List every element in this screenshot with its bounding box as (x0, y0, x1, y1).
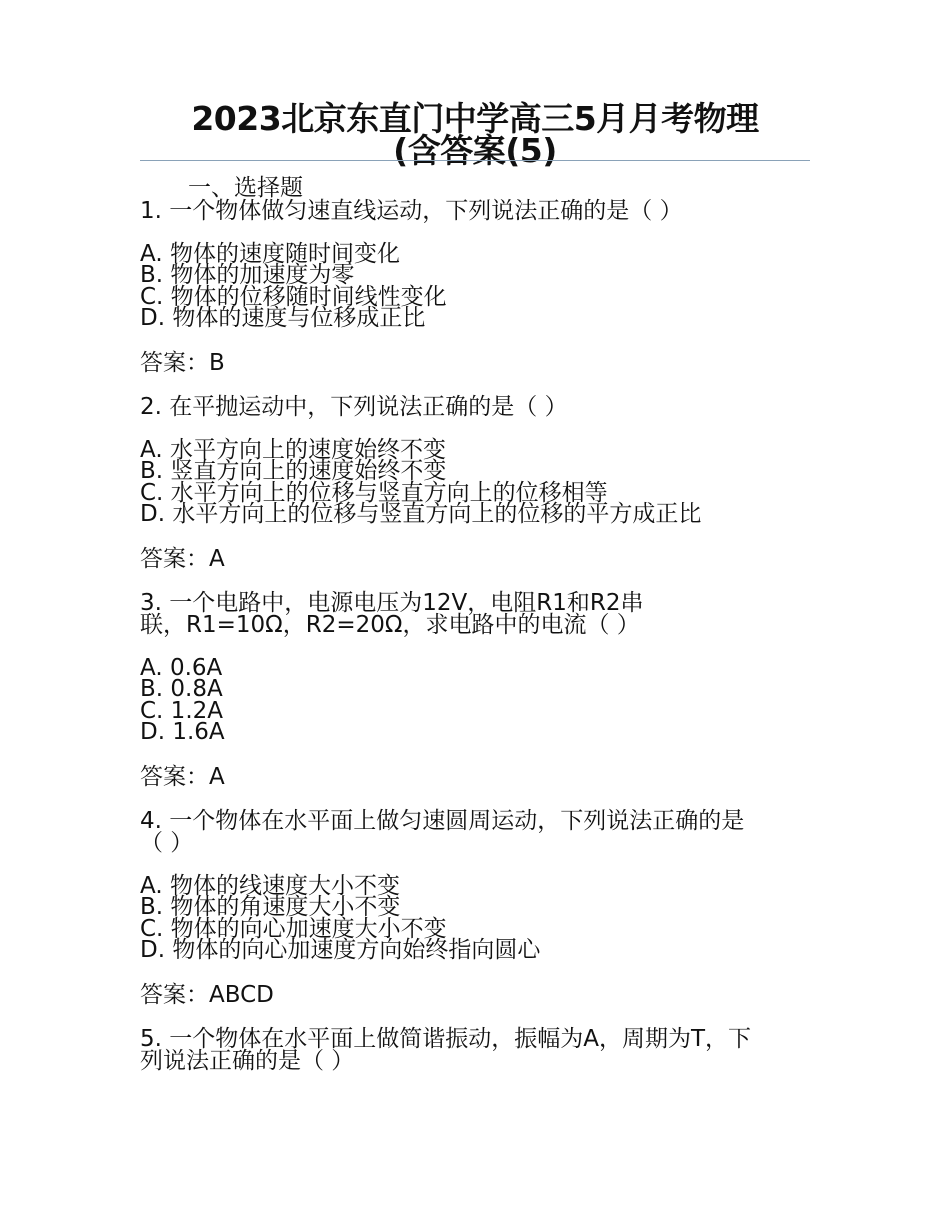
option-d: D. 1.6A (140, 719, 225, 745)
question-stem-line: 1. 一个物体做匀速直线运动，下列说法正确的是（ ） (140, 197, 683, 224)
option-b: B. 物体的角速度大小不变 (140, 894, 401, 920)
option-c: C. 物体的位移随时间线性变化 (140, 283, 447, 310)
question-stem (140, 807, 810, 856)
answer-line: 答案：B (140, 349, 225, 376)
option-b: B. 0.8A (140, 676, 223, 702)
title-line-2: (含答案(5) (393, 131, 557, 170)
option-c: C. 水平方向上的位移与竖直方向上的位移相等 (140, 479, 608, 506)
section-heading: 一、选择题 (188, 175, 303, 201)
question-5 (140, 1025, 810, 1074)
option-a: A. 水平方向上的速度始终不变 (140, 436, 446, 463)
option-a: A. 0.6A (140, 654, 223, 681)
question-1 (140, 197, 810, 376)
question-stem (140, 197, 810, 224)
question-stem-line-2: 列说法正确的是（ ） (140, 1047, 355, 1074)
question-4 (140, 807, 810, 1008)
option-c: C. 物体的向心加速度大小不变 (140, 915, 447, 942)
document-body (140, 175, 810, 1094)
option-b: B. 竖直方向上的速度始终不变 (140, 458, 447, 484)
option-b: B. 物体的加速度为零 (140, 262, 355, 288)
option-a: A. 物体的速度随时间变化 (140, 240, 400, 267)
option-d: D. 物体的向心加速度方向始终指向圆心 (140, 937, 541, 963)
question-3 (140, 589, 810, 790)
option-list (140, 436, 810, 527)
question-2 (140, 393, 810, 572)
answer-line: 答案：A (140, 545, 225, 572)
question-stem-line: 4. 一个物体在水平面上做匀速圆周运动，下列说法正确的是 (140, 807, 745, 834)
option-list (140, 240, 810, 331)
option-d: D. 物体的速度与位移成正比 (140, 305, 426, 331)
question-stem-line-2: （ ） (140, 829, 194, 856)
page-title (140, 99, 810, 170)
title-divider (140, 160, 810, 161)
question-stem-line-2: 联，R1=10Ω，R2=20Ω，求电路中的电流（ ） (140, 611, 640, 638)
title-line-1: 2023北京东直门中学高三5月月考物理 (191, 99, 759, 138)
question-stem (140, 589, 810, 638)
answer-line: 答案：A (140, 763, 225, 790)
option-a: A. 物体的线速度大小不变 (140, 872, 400, 899)
option-c: C. 1.2A (140, 697, 223, 724)
option-list (140, 654, 810, 745)
question-stem (140, 393, 810, 420)
question-stem-line: 5. 一个物体在水平面上做简谐振动，振幅为A，周期为T，下 (140, 1025, 752, 1052)
question-stem-line: 2. 在平抛运动中，下列说法正确的是（ ） (140, 393, 568, 420)
question-stem-line: 3. 一个电路中，电源电压为12V，电阻R1和R2串 (140, 589, 644, 616)
option-list (140, 872, 810, 963)
option-d: D. 水平方向上的位移与竖直方向上的位移的平方成正比 (140, 501, 702, 527)
answer-line: 答案：ABCD (140, 981, 274, 1008)
question-stem (140, 1025, 810, 1074)
